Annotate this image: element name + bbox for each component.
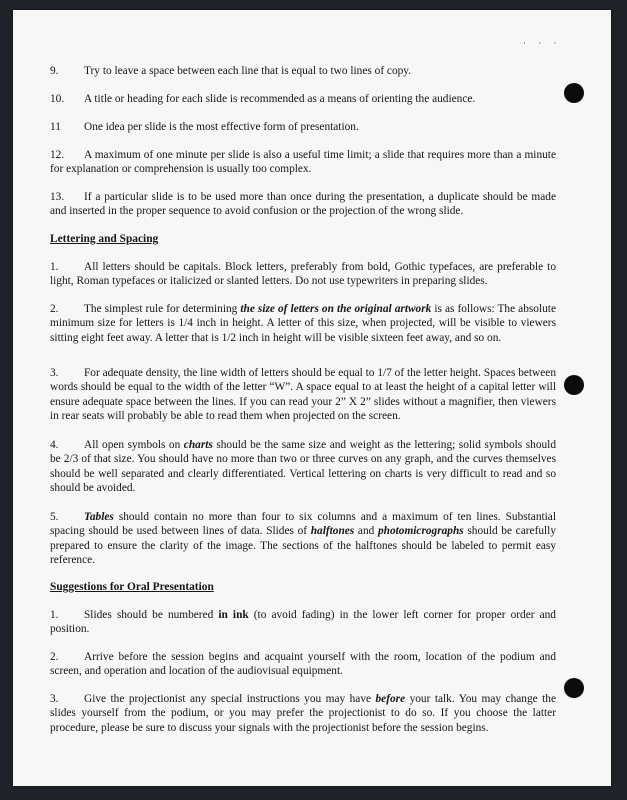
item-emphasis: the size of letters on the original artwork xyxy=(240,303,432,315)
item-text: A maximum of one minute per slide is also a useful time limit; a slide that requires more than a minute for explanation or comprehension is usually too complex. xyxy=(50,149,556,176)
item-text-post: (to avoid fading) in the lower left corner for proper order and position. xyxy=(50,609,556,636)
item-number: 1. xyxy=(50,609,59,621)
item-number: 12. xyxy=(50,149,65,161)
punch-hole-middle xyxy=(564,375,584,395)
lettering-item-4 xyxy=(50,438,556,496)
item-number: 13. xyxy=(50,191,65,203)
item-text: If a particular slide is to be used more than once during the presentation, a duplicate should be made and inserted in the proper sequence to avoid confusion or the projection of the wrong slide. xyxy=(50,191,556,218)
item-emphasis-tables: Tables xyxy=(84,511,114,523)
item-number: 4. xyxy=(50,439,59,451)
item-emphasis: before xyxy=(375,693,406,705)
page-marks: · · · xyxy=(523,38,562,48)
item-text-pre: Give the projectionist any special instructions you may have xyxy=(84,693,376,705)
item-text-2: and xyxy=(354,525,378,538)
item-text: A title or heading for each slide is recommended as a means of orienting the audience. xyxy=(84,93,476,105)
item-text-pre: The simplest rule for determining xyxy=(84,303,241,315)
oral-item-2 xyxy=(50,650,556,679)
item-bold: in ink xyxy=(218,609,249,621)
oral-heading: Suggestions for Oral Presentation xyxy=(50,581,214,593)
item-text: Try to leave a space between each line that is equal to two lines of copy. xyxy=(84,65,412,77)
item-number: 10. xyxy=(50,93,65,105)
item-10 xyxy=(50,92,556,106)
item-12 xyxy=(50,148,556,177)
document-page xyxy=(13,10,611,786)
item-text-1: should contain no more than four to six columns and a maximum of ten lines. Substantial spacing should be used between lines of data. Slides of xyxy=(50,511,556,538)
punch-hole-bottom xyxy=(564,678,584,698)
item-9 xyxy=(50,64,556,78)
lettering-heading: Lettering and Spacing xyxy=(50,233,159,245)
item-number: 9. xyxy=(50,65,59,77)
item-text-post: should be the same size and weight as the lettering; solid symbols should be 2/3 of that size. You should have no more than two or three curves on any graph, and the curves themselves should be well separated and clearly differentiated. Vertical lettering on charts is very difficult to read and so should be avoided. xyxy=(50,439,556,495)
item-number: 3. xyxy=(50,367,59,379)
item-number: 1. xyxy=(50,261,59,273)
item-13 xyxy=(50,190,556,219)
oral-item-3 xyxy=(50,692,556,735)
item-text: For adequate density, the line width of letters should be equal to 1/7 of the letter height. Spaces between words should be equal to the width of the letter “W”. A space equal to at least the height of a capital letter will ensure adequate space between the lines. If you can read your 2” X 2” slides without a magnifier, then viewers in rear seats will probably be able to read them when projected on the screen. xyxy=(50,367,556,423)
item-number: 2. xyxy=(50,303,59,315)
lettering-item-2 xyxy=(50,302,556,345)
lettering-item-1 xyxy=(50,260,556,289)
item-text-pre: All open symbols on xyxy=(84,439,184,451)
item-text-post: is as follows: The absolute minimum size for letters is 1/4 inch in height. A letter of this size, when projected, will be visible to viewers sitting eight feet away. A letter that is 1/2 inch in height will be visible sixteen feet away, and so on. xyxy=(50,303,556,344)
lettering-item-3 xyxy=(50,366,556,424)
item-text-pre: Slides should be numbered xyxy=(84,609,219,621)
item-number: 11 xyxy=(50,121,61,133)
punch-hole-top xyxy=(564,83,584,103)
item-number: 3. xyxy=(50,693,59,705)
item-text-3: should be carefully prepared to ensure the clarity of the image. The sections of the halftones should be labeled to permit easy reference. xyxy=(50,525,556,567)
item-11 xyxy=(50,120,556,134)
item-text: One idea per slide is the most effective form of presentation. xyxy=(84,121,359,133)
item-emphasis-photomicrographs: photomicrographs xyxy=(377,525,464,538)
item-emphasis: charts xyxy=(183,439,213,451)
item-number: 5. xyxy=(50,511,59,523)
item-emphasis-halftones: halftones xyxy=(310,525,355,538)
lettering-item-5 xyxy=(50,510,556,568)
item-text: All letters should be capitals. Block letters, preferably from bold, Gothic typefaces, are preferable to light, Roman typefaces or italicized or slanted letters. Do not use typewriters in preparing slides. xyxy=(50,261,556,288)
item-number: 2. xyxy=(50,651,59,663)
item-text-post: your talk. You may change the slides yourself from the podium, or you may prefer the projectionist to do so. If you choose the latter procedure, please be sure to discuss your signals with the projectionist before the session begins. xyxy=(50,693,556,734)
oral-item-1 xyxy=(50,608,556,637)
item-text: Arrive before the session begins and acquaint yourself with the room, location of the podium and screen, and operation and location of the audiovisual equipment. xyxy=(50,651,556,678)
